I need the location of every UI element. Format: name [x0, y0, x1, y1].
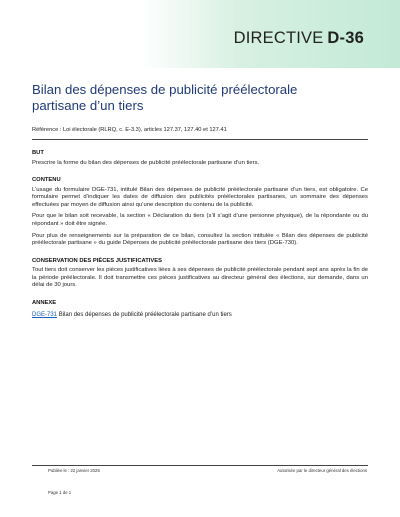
published-date: Publiée le : 22 janvier 2026 [48, 468, 100, 473]
annex-form-link[interactable]: DGE-731 [32, 312, 58, 319]
but-text: Prescrire la forme du bilan des dépenses de publicité préélectorale partisane d’un tiers. [32, 159, 260, 166]
contenu-paragraph-3: Pour plus de renseignements sur la préparation de ce bilan, consultez la section intitulée « Bilan des dépenses de publicité préélectorale partisane » du guide Dépenses de publicité préélectorale partisane des tiers (DGE-730). [32, 232, 368, 247]
title-divider [32, 139, 368, 140]
section-heading-conservation: CONSERVATION DES PIÈCES JUSTIFICATIVES [32, 257, 163, 264]
directive-header [234, 29, 364, 48]
section-heading-annexe: ANNEXE [32, 300, 57, 307]
contenu-paragraph-1: L’usage du formulaire DGE-731, intitulé Bilan des dépenses de publicité préélectorale partisane d’un tiers, est obligatoire. Ce formulaire permet d’indiquer les dates de diffusion des publicités préélectorales partisanes, un sommaire des dépenses effectuées par moyen de diffusion ainsi qu’une description du contenu de la publicité. [32, 186, 368, 208]
section-heading-contenu: CONTENU [32, 177, 61, 184]
page-title: Bilan des dépenses de publicité préélectorale partisane d’un tiers [32, 82, 298, 113]
directive-label: DIRECTIVE [233, 29, 324, 47]
section-heading-but: BUT [32, 150, 44, 156]
footer-divider [32, 465, 368, 466]
reference-line: Référence : Loi électorale (RLRQ, c. E-3.3), articles 127.37, 127.40 et 127.41 [32, 127, 227, 133]
authorization-note: Autorisée par le directeur général des élections [277, 468, 367, 473]
conservation-text: Tout tiers doit conserver les pièces justificatives liées à ses dépenses de publicité préélectorale pendant sept ans après la fin de la période préélectorale. Il doit transmettre ces pièces justificatives au directeur général des élections, sur demande, dans un délai de 30 jours. [32, 267, 368, 289]
annex-form-title: Bilan des dépenses de publicité préélectorale partisane d’un tiers [58, 312, 232, 319]
annex-item [32, 311, 368, 319]
contenu-paragraph-2: Pour que le bilan soit recevable, la section « Déclaration du tiers (s’il s’agit d’une personne physique), de la répondante ou du répondant » doit être signée. [32, 213, 368, 227]
page-number: Page 1 de 1 [48, 490, 72, 495]
document-body [32, 82, 368, 319]
directive-code: D-36 [327, 29, 364, 47]
